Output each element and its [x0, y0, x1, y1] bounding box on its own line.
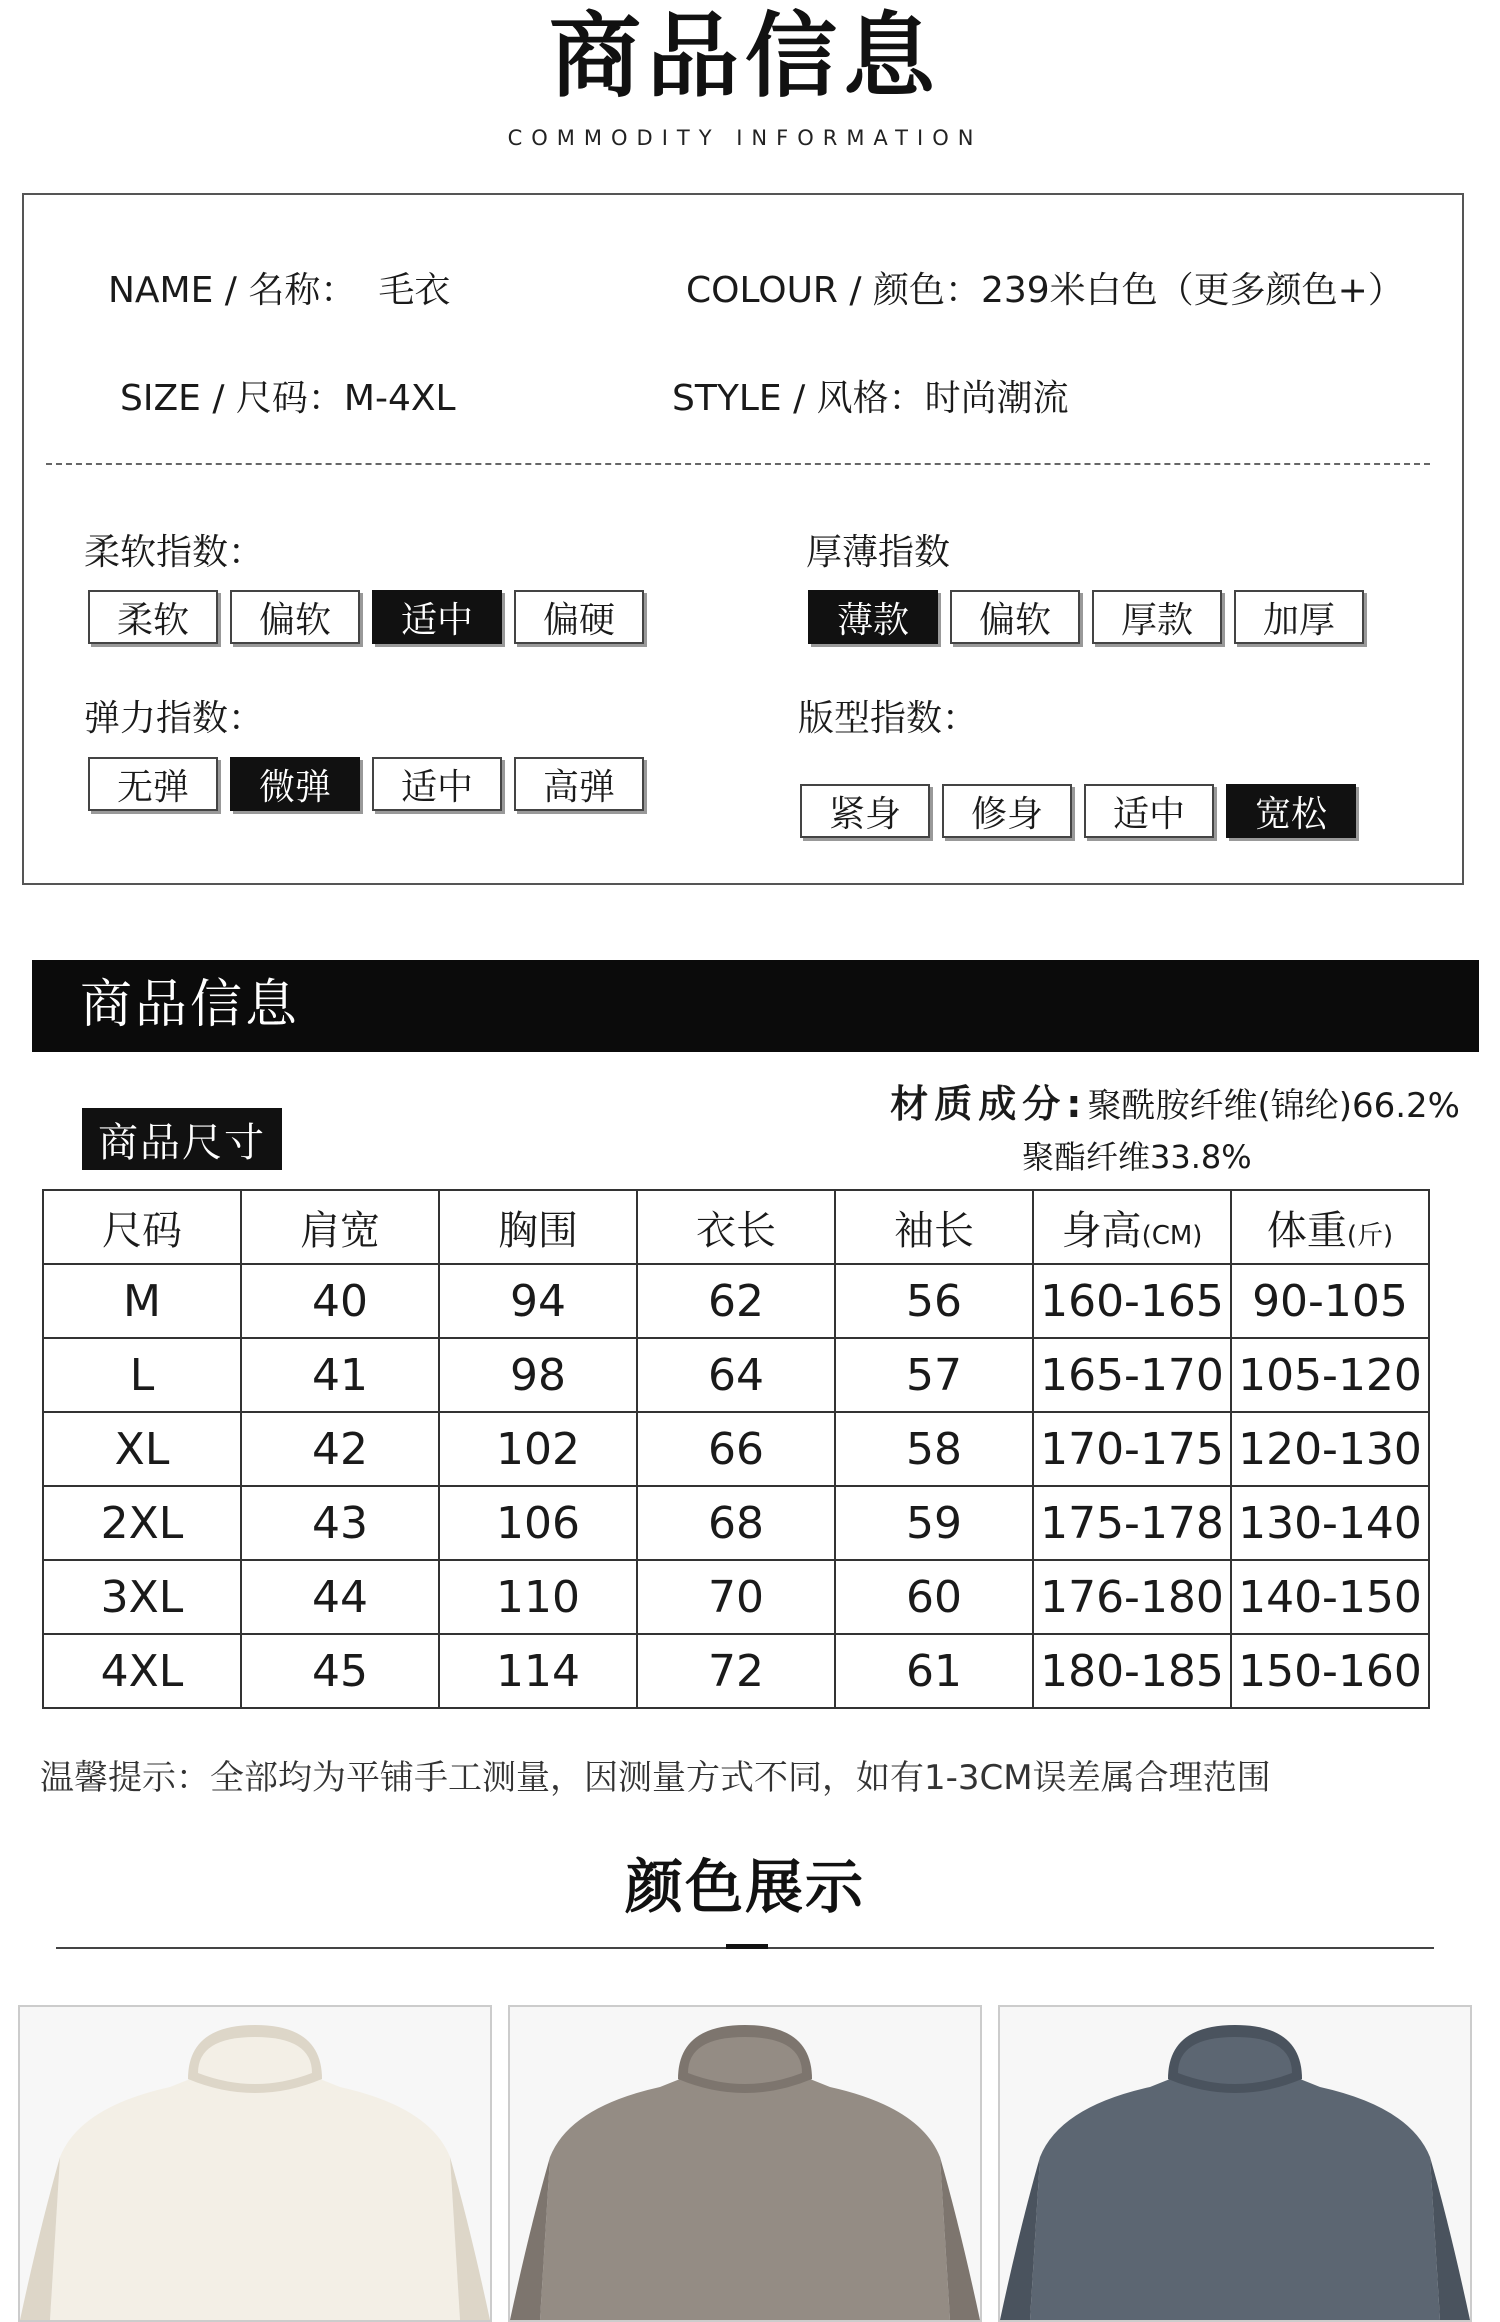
sweater-image: [1000, 2007, 1470, 2320]
material-label: 材质成分:: [890, 1082, 1088, 1126]
page-subtitle: COMMODITY INFORMATION: [507, 126, 983, 150]
name-value: 毛衣: [378, 270, 451, 311]
table-cell: 3XL: [43, 1560, 241, 1634]
table-cell: 150-160: [1231, 1634, 1429, 1708]
elasticity-options: [88, 757, 656, 811]
fit-option: 紧身: [800, 784, 930, 838]
elasticity-option: 高弹: [514, 757, 644, 811]
table-cell: 41: [241, 1338, 439, 1412]
measurement-tip: 温馨提示：全部均为平铺手工测量，因测量方式不同，如有1-3CM误差属合理范围: [40, 1758, 1271, 1798]
table-row: [43, 1486, 1429, 1560]
table-cell: 44: [241, 1560, 439, 1634]
softness-option: 柔软: [88, 590, 218, 644]
column-header: 袖长: [835, 1190, 1033, 1264]
table-cell: XL: [43, 1412, 241, 1486]
page-title: 商品信息: [548, 3, 941, 110]
table-cell: 105-120: [1231, 1338, 1429, 1412]
table-row: [43, 1412, 1429, 1486]
table-cell: 130-140: [1231, 1486, 1429, 1560]
column-header: 胸围: [439, 1190, 637, 1264]
table-cell: 64: [637, 1338, 835, 1412]
color-swatch-slate[interactable]: [998, 2005, 1472, 2322]
table-row: [43, 1560, 1429, 1634]
table-cell: 160-165: [1033, 1264, 1231, 1338]
size-label: SIZE / 尺码：: [120, 378, 344, 419]
table-cell: 42: [241, 1412, 439, 1486]
table-cell: 90-105: [1231, 1264, 1429, 1338]
thickness-options: [808, 590, 1376, 644]
material-composition: [890, 1073, 1460, 1128]
table-cell: 176-180: [1033, 1560, 1231, 1634]
style-value: 时尚潮流: [924, 378, 1069, 419]
thickness-index-title: 厚薄指数: [806, 532, 951, 573]
table-cell: 40: [241, 1264, 439, 1338]
style-row: [672, 370, 1069, 421]
table-cell: 102: [439, 1412, 637, 1486]
table-cell: 59: [835, 1486, 1033, 1560]
table-cell: 62: [637, 1264, 835, 1338]
table-cell: 140-150: [1231, 1560, 1429, 1634]
softness-option: 适中: [372, 590, 502, 644]
table-cell: 2XL: [43, 1486, 241, 1560]
table-cell: 180-185: [1033, 1634, 1231, 1708]
material-line-2: 聚酯纤维33.8%: [1022, 1138, 1252, 1176]
elasticity-index-title: 弹力指数：: [84, 698, 265, 739]
table-cell: 165-170: [1033, 1338, 1231, 1412]
table-cell: 175-178: [1033, 1486, 1231, 1560]
colour-value: 239米白色（更多颜色+）: [980, 270, 1404, 311]
table-cell: 68: [637, 1486, 835, 1560]
elasticity-option: 无弹: [88, 757, 218, 811]
elasticity-option: 微弹: [230, 757, 360, 811]
column-header: 衣长: [637, 1190, 835, 1264]
sweater-image: [510, 2007, 980, 2320]
size-tag: 商品尺寸: [82, 1108, 282, 1170]
table-cell: 98: [439, 1338, 637, 1412]
softness-option: 偏硬: [514, 590, 644, 644]
color-display-title: 颜色展示: [624, 1853, 865, 1921]
style-label: STYLE / 风格：: [672, 378, 925, 419]
table-cell: 61: [835, 1634, 1033, 1708]
table-cell: 56: [835, 1264, 1033, 1338]
material-line-1: 聚酰胺纤维(锦纶)66.2%: [1087, 1086, 1460, 1126]
elasticity-option: 适中: [372, 757, 502, 811]
table-cell: L: [43, 1338, 241, 1412]
table-row: [43, 1634, 1429, 1708]
softness-options: [88, 590, 656, 644]
size-row: [120, 370, 456, 421]
table-row: [43, 1338, 1429, 1412]
table-cell: 170-175: [1033, 1412, 1231, 1486]
softness-option: 偏软: [230, 590, 360, 644]
color-swatch-cream[interactable]: [18, 2005, 492, 2322]
thickness-option: 偏软: [950, 590, 1080, 644]
table-cell: 114: [439, 1634, 637, 1708]
table-cell: M: [43, 1264, 241, 1338]
column-header: 肩宽: [241, 1190, 439, 1264]
column-header: 体重(斤): [1231, 1190, 1429, 1264]
table-cell: 43: [241, 1486, 439, 1560]
dashed-divider: [46, 463, 1430, 465]
banner-title: 商品信息: [80, 975, 301, 1035]
fit-option: 修身: [942, 784, 1072, 838]
table-cell: 72: [637, 1634, 835, 1708]
column-header: 尺码: [43, 1190, 241, 1264]
color-divider-accent: [726, 1944, 768, 1949]
table-row: [43, 1264, 1429, 1338]
size-table-body: [43, 1264, 1429, 1708]
table-cell: 66: [637, 1412, 835, 1486]
sweater-image: [20, 2007, 490, 2320]
table-cell: 120-130: [1231, 1412, 1429, 1486]
table-cell: 4XL: [43, 1634, 241, 1708]
table-header-row: [43, 1190, 1429, 1264]
thickness-option: 薄款: [808, 590, 938, 644]
colour-label: COLOUR / 颜色：: [686, 270, 981, 311]
size-value: M-4XL: [343, 378, 456, 419]
color-swatch-taupe[interactable]: [508, 2005, 982, 2322]
softness-index-title: 柔软指数：: [84, 532, 265, 573]
table-cell: 70: [637, 1560, 835, 1634]
fit-option: 适中: [1084, 784, 1214, 838]
table-cell: 110: [439, 1560, 637, 1634]
colour-row: [686, 262, 1404, 313]
thickness-option: 厚款: [1092, 590, 1222, 644]
table-cell: 106: [439, 1486, 637, 1560]
table-cell: 57: [835, 1338, 1033, 1412]
table-cell: 94: [439, 1264, 637, 1338]
fit-option: 宽松: [1226, 784, 1356, 838]
table-cell: 45: [241, 1634, 439, 1708]
fit-index-title: 版型指数：: [798, 698, 979, 739]
name-label: NAME / 名称：: [108, 270, 357, 311]
thickness-option: 加厚: [1234, 590, 1364, 644]
table-cell: 58: [835, 1412, 1033, 1486]
fit-options: [800, 784, 1368, 838]
name-row: [108, 262, 450, 313]
table-cell: 60: [835, 1560, 1033, 1634]
size-table: [42, 1189, 1430, 1709]
column-header: 身高(CM): [1033, 1190, 1231, 1264]
